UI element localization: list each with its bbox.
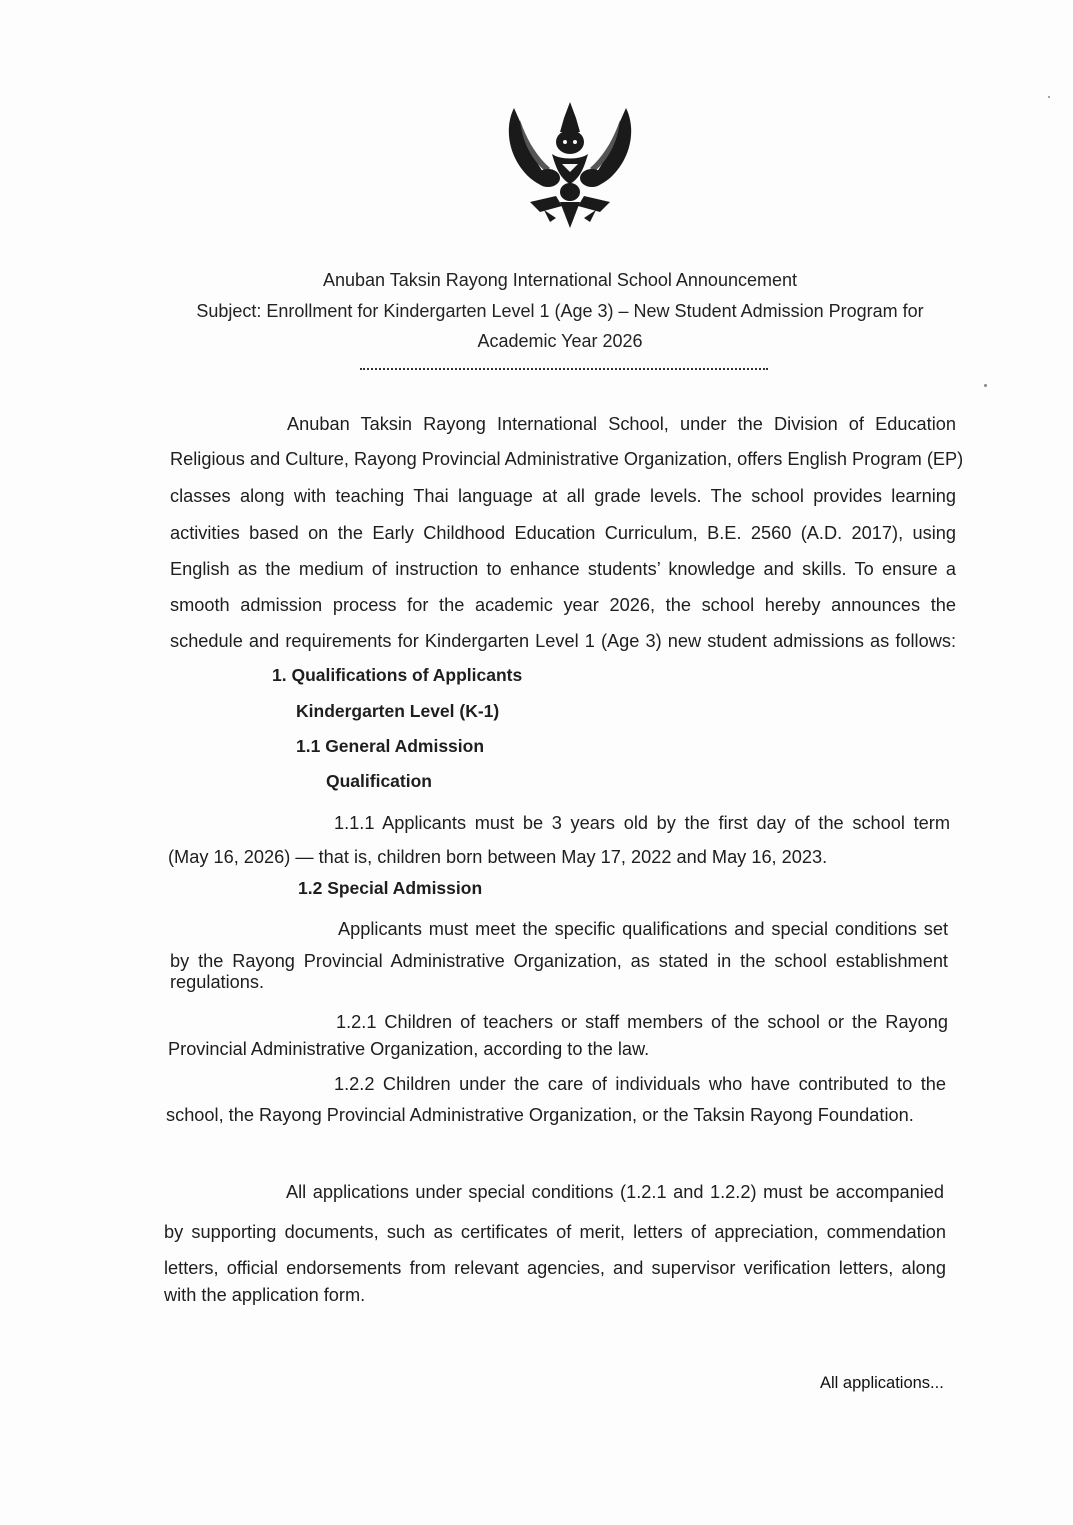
dotted-divider bbox=[360, 368, 768, 372]
level-heading: Kindergarten Level (K-1) bbox=[296, 701, 500, 721]
special-intro-line: Applicants must meet the specific qualifications and special conditions set bbox=[338, 919, 948, 939]
announcement-title: Anuban Taksin Rayong International School Announcement bbox=[322, 270, 797, 290]
item-1-2-2-cont: school, the Rayong Provincial Administrative Organization, or the Taksin Rayong Foundation. bbox=[166, 1105, 914, 1125]
intro-line: smooth admission process for the academic year 2026, the school hereby announces the bbox=[170, 595, 956, 615]
intro-line: schedule and requirements for Kindergarten Level 1 (Age 3) new student admissions as follows: bbox=[170, 631, 956, 651]
supporting-docs-line: letters, official endorsements from relevant agencies, and supervisor verification letters, along bbox=[164, 1258, 946, 1278]
item-1-2-1: 1.2.1 Children of teachers or staff members of the school or the Rayong bbox=[336, 1012, 948, 1032]
qualification-subheading: Qualification bbox=[326, 771, 432, 791]
item-1-1-1-cont: (May 16, 2026) — that is, children born between May 17, 2022 and May 16, 2023. bbox=[168, 847, 828, 867]
item-1-2-1-cont: Provincial Administrative Organization, according to the law. bbox=[168, 1039, 650, 1059]
scan-speck bbox=[1048, 96, 1050, 98]
intro-line: Religious and Culture, Rayong Provincial Administrative Organization, offers English Program (EP) bbox=[170, 449, 964, 469]
item-1-2-2: 1.2.2 Children under the care of individuals who have contributed to the bbox=[334, 1074, 946, 1094]
intro-line: English as the medium of instruction to enhance students’ knowledge and skills. To ensure a bbox=[170, 559, 956, 579]
special-admission-heading: 1.2 Special Admission bbox=[298, 878, 483, 898]
supporting-docs-line: with the application form. bbox=[164, 1285, 366, 1305]
scan-speck bbox=[984, 384, 987, 387]
supporting-docs-line: by supporting documents, such as certificates of merit, letters of appreciation, commendation bbox=[164, 1222, 946, 1242]
supporting-docs-line: All applications under special conditions (1.2.1 and 1.2.2) must be accompanied bbox=[286, 1182, 944, 1202]
announcement-subject: Subject: Enrollment for Kindergarten Level 1 (Age 3) – New Student Admission Program for bbox=[196, 301, 924, 321]
intro-line: Anuban Taksin Rayong International School, under the Division of Education bbox=[287, 414, 956, 434]
garuda-emblem-icon bbox=[500, 98, 640, 230]
announcement-subject-cont: Academic Year 2026 bbox=[477, 331, 643, 351]
intro-line: classes along with teaching Thai language at all grade levels. The school provides learning bbox=[170, 486, 956, 506]
general-admission-heading: 1.1 General Admission bbox=[296, 736, 485, 756]
item-1-1-1: 1.1.1 Applicants must be 3 years old by the first day of the school term bbox=[334, 813, 950, 833]
special-intro-line: regulations. bbox=[170, 972, 265, 992]
intro-line: activities based on the Early Childhood Education Curriculum, B.E. 2560 (A.D. 2017), using bbox=[170, 523, 956, 543]
section-heading-qualifications: 1. Qualifications of Applicants bbox=[272, 665, 523, 685]
continuation-note: All applications... bbox=[820, 1374, 944, 1392]
special-intro-line: by the Rayong Provincial Administrative Organization, as stated in the school establishment bbox=[170, 951, 948, 971]
